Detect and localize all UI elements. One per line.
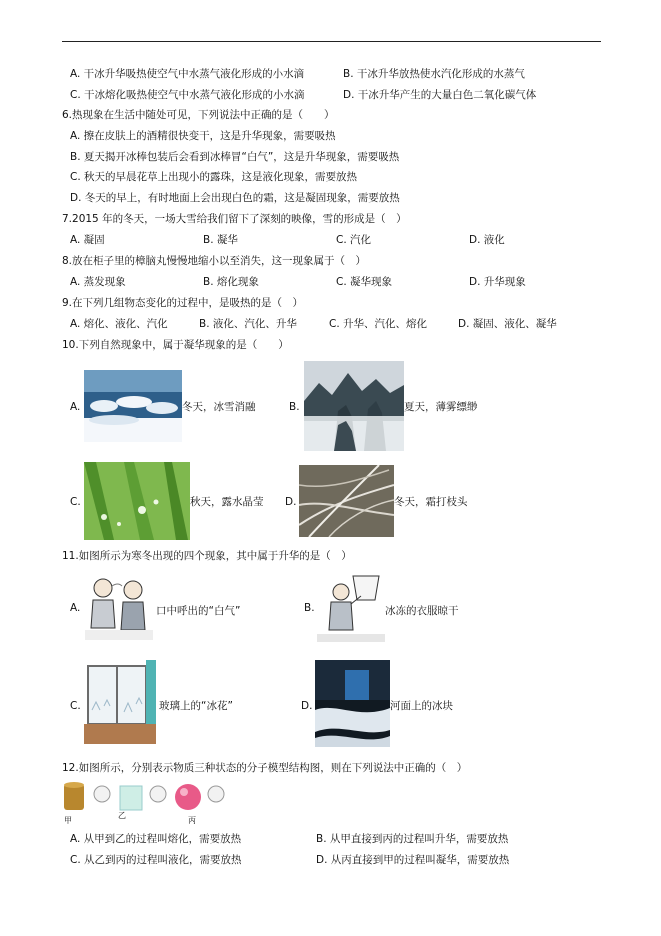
q11-stem: 11.如图所示为寒冬出现的四个现象，其中属于升华的是（ ）	[62, 550, 352, 562]
q6-option-b: B. 夏天揭开冰棒包装后会看到冰棒冒“白气”，这是升华现象，需要吸热	[70, 151, 400, 163]
q11-label-a: A.	[70, 602, 81, 614]
q8-option-c: C. 凝华现象	[336, 276, 393, 288]
q5-option-b: B. 干冰升华放热使水汽化形成的水蒸气	[343, 68, 525, 80]
q10-label-d: D.	[285, 496, 297, 508]
figure-label-jia: 甲	[64, 816, 72, 825]
q11-text-a: 口中呼出的“白气”	[156, 605, 241, 617]
q10-text-b: 夏天，薄雾缥缈	[404, 401, 478, 413]
q5-option-a: A. 干冰升华吸热使空气中水蒸气液化形成的小水滴	[70, 68, 305, 80]
q12-stem: 12.如图所示，分别表示物质三种状态的分子模型结构图，则在下列说法中正确的（ ）	[62, 762, 468, 774]
q9-option-c: C. 升华、汽化、熔化	[329, 318, 428, 330]
q11-text-b: 冰冻的衣服晾干	[385, 605, 459, 617]
q5-option-c: C. 干冰熔化吸热使空气中水蒸气液化形成的小水滴	[70, 89, 305, 101]
q11-text-d: 河面上的冰块	[390, 700, 453, 712]
q7-option-b: B. 凝华	[203, 234, 238, 246]
q12-option-b: B. 从甲直接到丙的过程叫升华，需要放热	[316, 833, 509, 845]
figure-label-bing: 丙	[188, 816, 196, 825]
breath-cartoon-image	[85, 570, 153, 640]
q7-option-a: A. 凝固	[70, 234, 105, 246]
q11-label-b: B.	[304, 602, 315, 614]
q9-stem: 9.在下列几组物态变化的过程中，是吸热的是（ ）	[62, 297, 304, 309]
q8-option-d: D. 升华现象	[469, 276, 526, 288]
q11-label-d: D.	[301, 700, 313, 712]
q5-option-d: D. 干冰升华产生的大量白色二氧化碳气体	[343, 89, 537, 101]
q6-stem: 6.热现象在生活中随处可见，下列说法中正确的是（ ）	[62, 109, 335, 121]
clothes-dry-cartoon-image	[317, 570, 385, 642]
q11-label-c: C.	[70, 700, 81, 712]
q8-stem: 8.放在柜子里的樟脑丸慢慢地缩小以至消失，这一现象属于（ ）	[62, 255, 367, 267]
q10-text-a: 冬天，冰雪消融	[182, 401, 256, 413]
q10-label-b: B.	[289, 401, 300, 413]
q10-label-a: A.	[70, 401, 81, 413]
q12-option-c: C. 从乙到丙的过程叫液化，需要放热	[70, 854, 242, 866]
dew-image	[84, 462, 190, 540]
q11-text-c: 玻璃上的“冰花”	[159, 700, 233, 712]
q10-text-d: 冬天，霜打枝头	[394, 496, 468, 508]
q8-option-a: A. 蒸发现象	[70, 276, 126, 288]
q7-option-d: D. 液化	[469, 234, 505, 246]
q6-option-c: C. 秋天的早晨花草上出现小的露珠，这是液化现象，需要放热	[70, 171, 358, 183]
q10-label-c: C.	[70, 496, 81, 508]
q7-stem: 7.2015 年的冬天，一场大雪给我们留下了深刻的映像，雪的形成是（ ）	[62, 213, 407, 225]
snow-melt-image	[84, 370, 182, 442]
q9-option-d: D. 凝固、液化、凝华	[458, 318, 557, 330]
q7-option-c: C. 汽化	[336, 234, 372, 246]
q9-option-a: A. 熔化、液化、汽化	[70, 318, 168, 330]
q10-stem: 10.下列自然现象中，属于凝华现象的是（ ）	[62, 339, 289, 351]
molecule-model-figure	[62, 780, 228, 824]
q9-option-b: B. 液化、汽化、升华	[199, 318, 297, 330]
window-frost-image	[84, 660, 156, 744]
fog-mountain-image	[304, 361, 404, 451]
frost-branch-image	[299, 465, 394, 537]
q8-option-b: B. 熔化现象	[203, 276, 259, 288]
q12-option-a: A. 从甲到乙的过程叫熔化，需要放热	[70, 833, 242, 845]
q6-option-d: D. 冬天的早上，有时地面上会出现白色的霜，这是凝固现象，需要放热	[70, 192, 400, 204]
header-rule	[62, 41, 601, 42]
figure-label-yi: 乙	[118, 811, 126, 820]
river-ice-image	[315, 660, 390, 747]
q12-option-d: D. 从丙直接到甲的过程叫凝华，需要放热	[316, 854, 510, 866]
q10-text-c: 秋天，露水晶莹	[190, 496, 264, 508]
q6-option-a: A. 擦在皮肤上的酒精很快变干，这是升华现象，需要吸热	[70, 130, 336, 142]
